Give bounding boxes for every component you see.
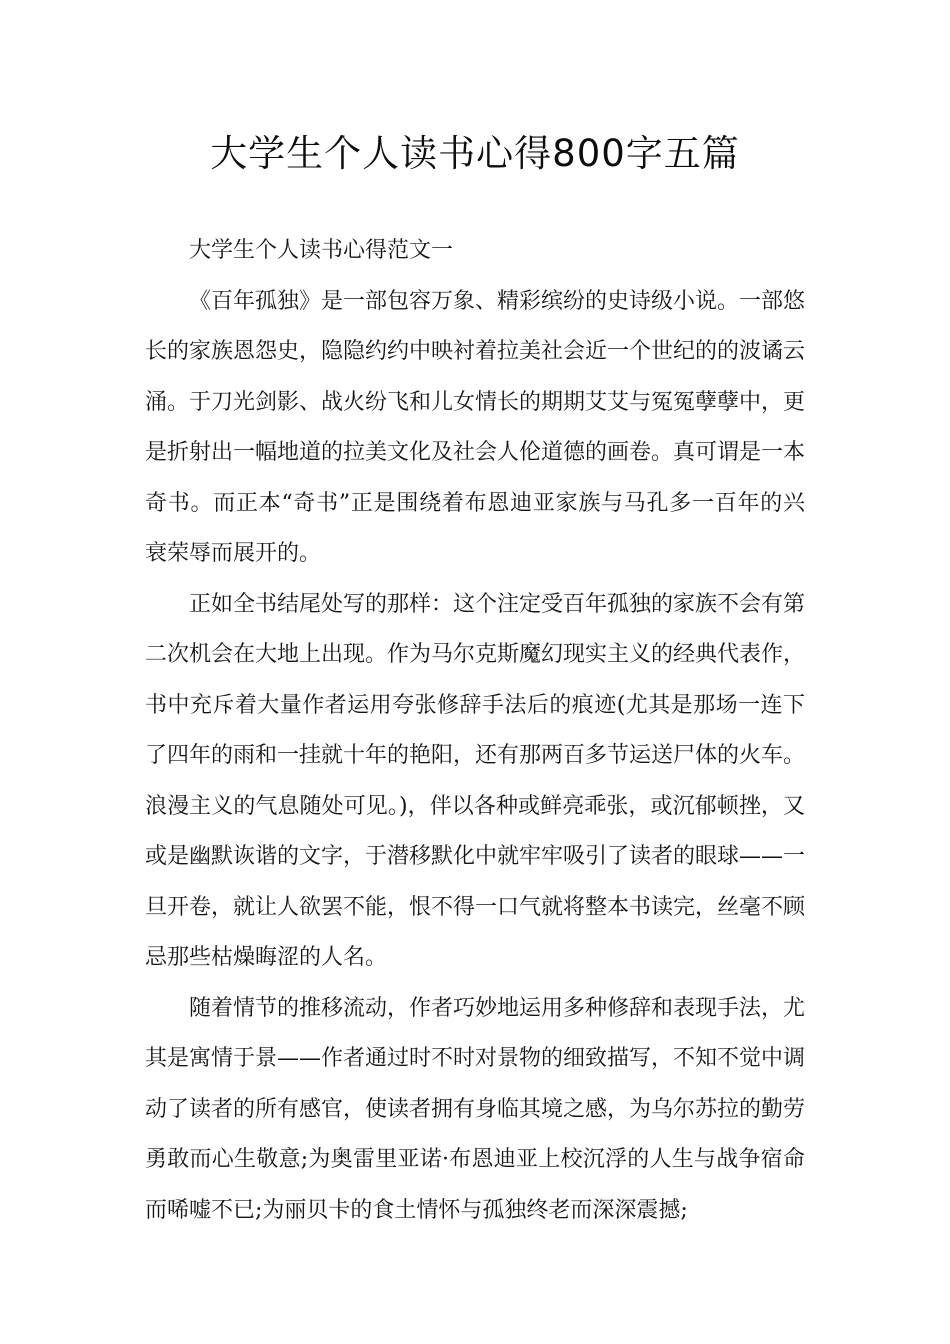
document-body (145, 226, 805, 1236)
paragraph-3: 随着情节的推移流动，作者巧妙地运用多种修辞和表现手法，尤其是寓情于景——作者通过时不时对景物的细致描写，不知不觉中调动了读者的所有感官，使读者拥有身临其境之感，为乌尔苏拉的勤劳勇敢而心生敬意;为奥雷里亚诺·布恩迪亚上校沉浮的人生与战争宿命而唏嘘不已;为丽贝卡的食土情怀与孤独终老而深深震撼; (145, 995, 806, 1223)
paragraph-2: 正如全书结尾处写的那样：这个注定受百年孤独的家族不会有第二次机会在大地上出现。作为马尔克斯魔幻现实主义的经典代表作，书中充斥着大量作者运用夸张修辞手法后的痕迹(尤其是那场一连下了四年的雨和一挂就十年的艳阳，还有那两百多节运送尸体的火车。浪漫主义的气息随处可见。)，伴以各种或鲜亮乖张，或沉郁顿挫，又或是幽默诙谐的文字，于潜移默化中就牢牢吸引了读者的眼球——一旦开卷，就让人欲罢不能，恨不得一口气就将整本书读完，丝毫不顾忌那些枯燥晦涩的人名。 (145, 591, 806, 970)
document-title: 大学生个人读书心得800字五篇 (210, 132, 740, 175)
section-heading: 大学生个人读书心得范文一 (189, 238, 454, 263)
paragraph-1: 《百年孤独》是一部包容万象、精彩缤纷的史诗级小说。一部悠长的家族恩怨史，隐隐约约中映衬着拉美社会近一个世纪的的波谲云涌。于刀光剑影、战火纷飞和儿女情长的期期艾艾与冤冤孽孽中，更是折射出一幅地道的拉美文化及社会人伦道德的画卷。真可谓是一本奇书。而正本“奇书”正是围绕着布恩迪亚家族与马孔多一百年的兴衰荣辱而展开的。 (145, 288, 806, 566)
